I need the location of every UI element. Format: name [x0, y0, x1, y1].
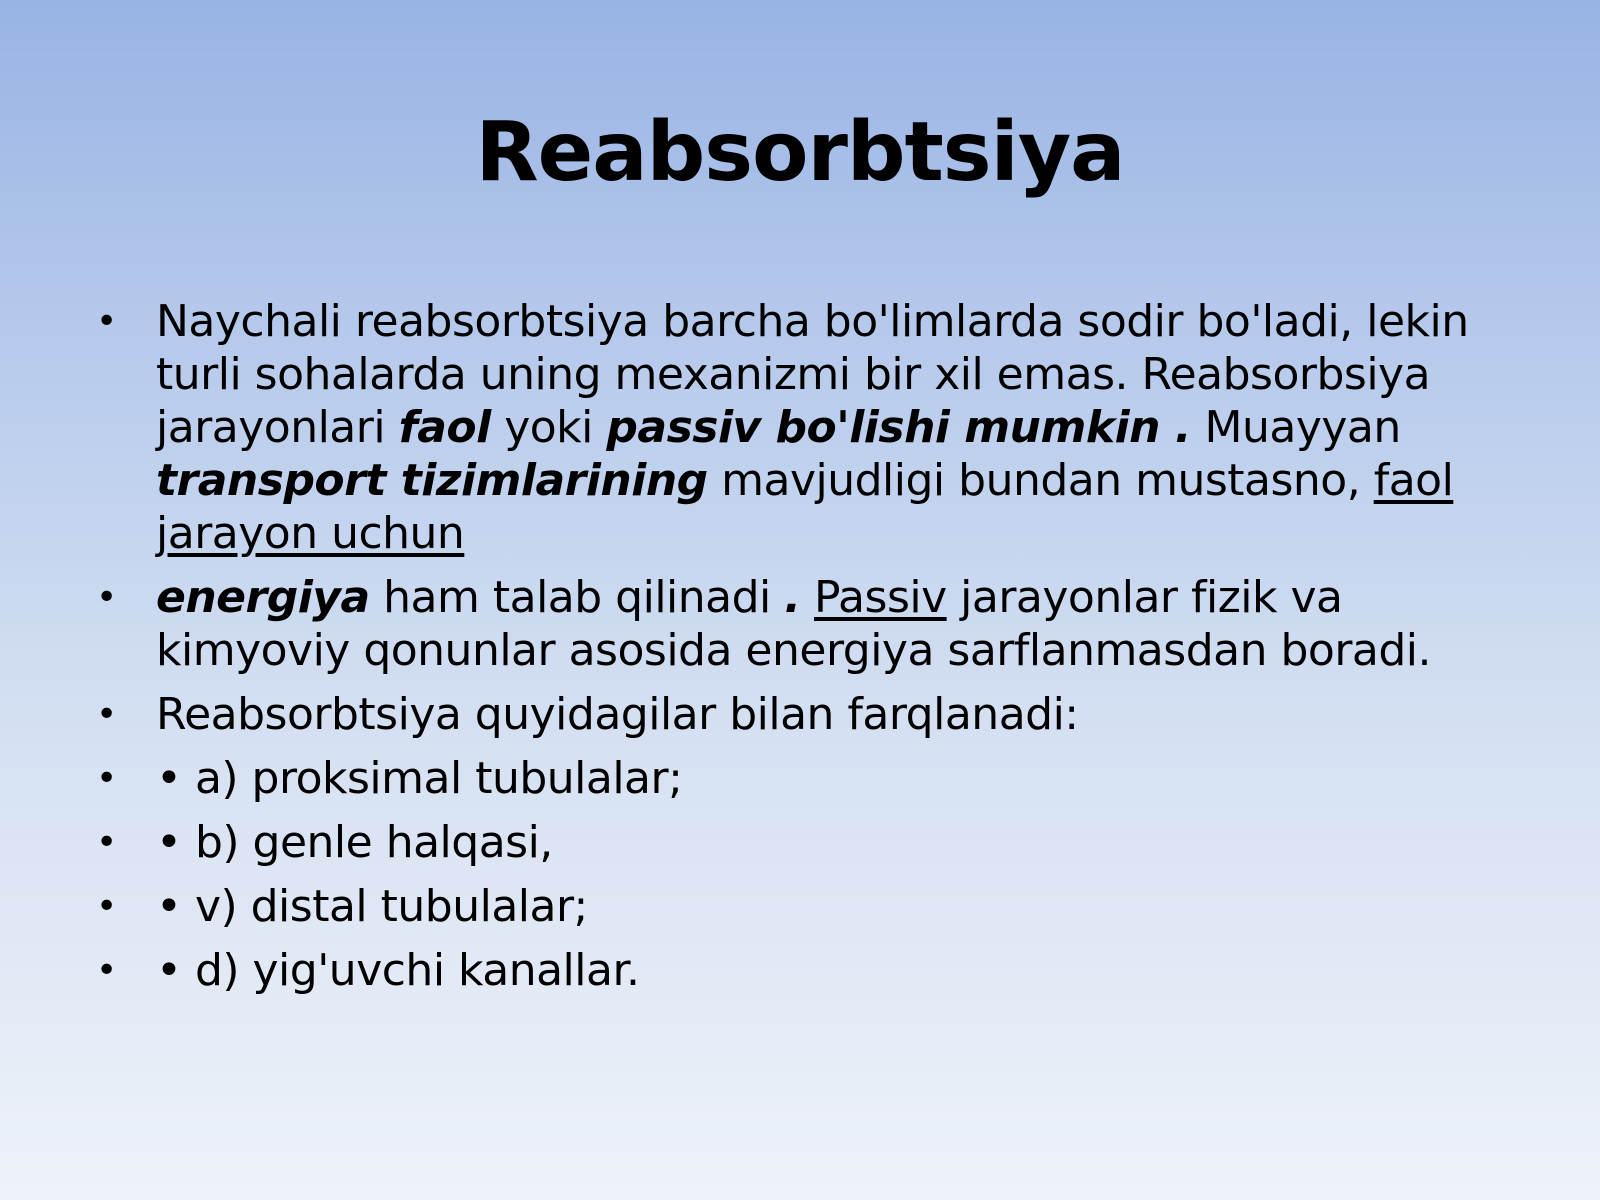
bullet-text: • b) genle halqasi,	[156, 817, 553, 868]
list-item	[96, 944, 1516, 997]
underlined-text: faol jarayon uchun	[156, 455, 1454, 559]
bullet-icon: •	[96, 886, 117, 927]
list-item	[96, 816, 1516, 869]
bullet-text: • v) distal tubulalar;	[156, 881, 588, 932]
bullet-text: jarayonlar fizik va kimyoviy qonunlar asosida energiya sarflanmasdan boradi.	[156, 572, 1432, 676]
bullet-list	[96, 295, 1516, 1008]
bullet-text: • d) yig'uvchi kanallar.	[156, 945, 640, 996]
emphasis-text: .	[784, 572, 801, 623]
bullet-text: Reabsorbtsiya quyidagilar bilan farqlanadi:	[156, 689, 1079, 740]
list-item	[96, 571, 1516, 677]
list-item	[96, 295, 1516, 560]
underlined-text: Passiv	[814, 572, 947, 623]
bullet-text: yoki	[490, 402, 607, 453]
list-item	[96, 880, 1516, 933]
emphasis-text: energiya	[156, 572, 370, 623]
slide-title: Reabsorbtsiya	[475, 105, 1125, 200]
emphasis-text: faol	[398, 402, 491, 453]
emphasis-text: passiv bo'lishi mumkin .	[606, 402, 1192, 453]
bullet-icon: •	[96, 758, 117, 799]
bullet-text: ham talab qilinadi	[369, 572, 785, 623]
bullet-icon: •	[96, 301, 117, 342]
bullet-text: mavjudligi bundan mustasno,	[707, 455, 1374, 506]
bullet-text: Muayyan	[1191, 402, 1401, 453]
bullet-icon: •	[96, 577, 117, 618]
bullet-text: Naychali reabsorbtsiya barcha bo'limlarda sodir bo'ladi, lekin turli sohalarda uning mexanizmi bir xil emas. Reabsorbsiya jarayonlari	[156, 296, 1469, 453]
emphasis-text: transport tizimlarining	[156, 455, 708, 506]
bullet-icon: •	[96, 694, 117, 735]
bullet-icon: •	[96, 822, 117, 863]
list-item	[96, 752, 1516, 805]
bullet-text	[801, 572, 815, 623]
list-item	[96, 688, 1516, 741]
bullet-icon: •	[96, 950, 117, 991]
bullet-text: • a) proksimal tubulalar;	[156, 753, 683, 804]
